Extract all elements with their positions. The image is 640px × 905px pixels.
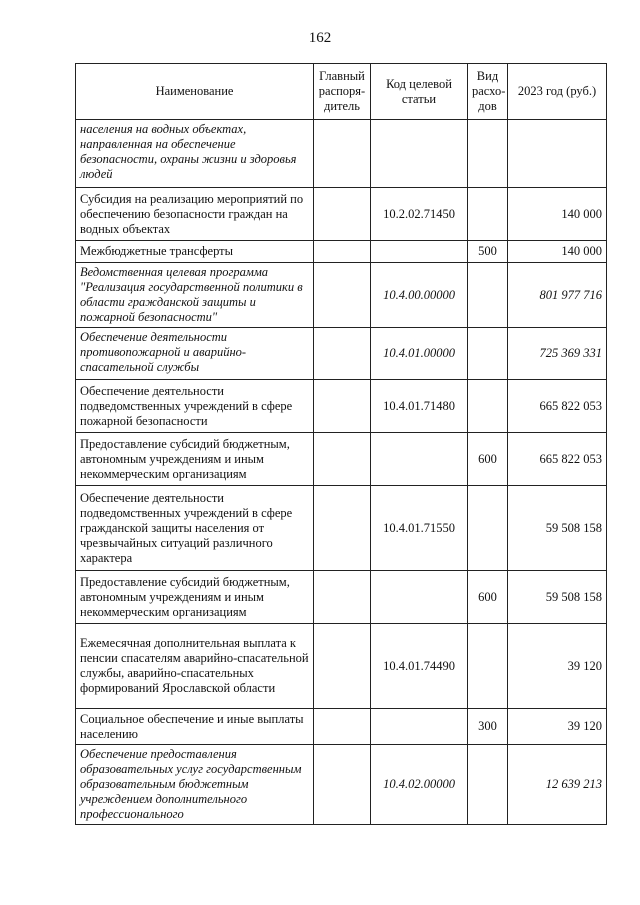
- row-main-manager: [314, 624, 371, 709]
- row-expense-type: [468, 328, 508, 380]
- row-expense-type: 500: [468, 241, 508, 263]
- row-expense-type: [468, 188, 508, 241]
- row-amount: 665 822 053: [508, 380, 607, 433]
- row-main-manager: [314, 188, 371, 241]
- page-number: 162: [308, 30, 332, 46]
- row-main-manager: [314, 486, 371, 571]
- row-amount: [508, 120, 607, 188]
- row-main-manager: [314, 241, 371, 263]
- table-row: [76, 433, 607, 486]
- row-target-code: 10.2.02.71450: [371, 188, 468, 241]
- header-year-amount: 2023 год (руб.): [508, 64, 607, 120]
- row-expense-type: [468, 745, 508, 825]
- row-name: Обеспечение деятельности противопожарной и аварийно-спасательной службы: [76, 328, 314, 380]
- header-row: [76, 64, 607, 120]
- row-amount: 140 000: [508, 188, 607, 241]
- row-name: Межбюджетные трансферты: [76, 241, 314, 263]
- row-target-code: [371, 571, 468, 624]
- row-amount: 39 120: [508, 624, 607, 709]
- row-amount: 801 977 716: [508, 263, 607, 328]
- row-target-code: [371, 433, 468, 486]
- row-amount: 725 369 331: [508, 328, 607, 380]
- table-row: [76, 263, 607, 328]
- table-row: [76, 571, 607, 624]
- row-main-manager: [314, 571, 371, 624]
- row-target-code: 10.4.01.00000: [371, 328, 468, 380]
- row-expense-type: [468, 624, 508, 709]
- row-main-manager: [314, 380, 371, 433]
- table-row: [76, 328, 607, 380]
- row-name: Ведомственная целевая программа "Реализация государственной политики в области гражданской защиты и пожарной безопасности": [76, 263, 314, 328]
- row-expense-type: [468, 263, 508, 328]
- table-row: [76, 120, 607, 188]
- row-target-code: 10.4.01.71480: [371, 380, 468, 433]
- table-body: [76, 120, 607, 825]
- budget-table: [75, 63, 607, 825]
- row-expense-type: 600: [468, 433, 508, 486]
- row-amount: 59 508 158: [508, 486, 607, 571]
- row-target-code: 10.4.01.71550: [371, 486, 468, 571]
- row-main-manager: [314, 263, 371, 328]
- table-row: [76, 709, 607, 745]
- row-main-manager: [314, 328, 371, 380]
- table-row: [76, 624, 607, 709]
- row-name: Ежемесячная дополнительная выплата к пенсии спасателям аварийно-спасательной службы, аварийно-спасательных формирований Ярославской области: [76, 624, 314, 709]
- row-name: Предоставление субсидий бюджетным, автономным учреждениям и иным некоммерческим организациям: [76, 571, 314, 624]
- row-target-code: [371, 709, 468, 745]
- row-target-code: [371, 120, 468, 188]
- row-expense-type: 300: [468, 709, 508, 745]
- row-expense-type: [468, 380, 508, 433]
- row-name: Социальное обеспечение и иные выплаты населению: [76, 709, 314, 745]
- row-amount: 665 822 053: [508, 433, 607, 486]
- table-row: [76, 380, 607, 433]
- row-name: Субсидия на реализацию мероприятий по обеспечению безопасности граждан на водных объектах: [76, 188, 314, 241]
- table-row: [76, 486, 607, 571]
- row-name: Обеспечение деятельности подведомственных учреждений в сфере гражданской защиты населения от чрезвычайных ситуаций различного характера: [76, 486, 314, 571]
- header-name: Наименование: [76, 64, 314, 120]
- row-target-code: 10.4.00.00000: [371, 263, 468, 328]
- row-name: Обеспечение деятельности подведомственных учреждений в сфере пожарной безопасности: [76, 380, 314, 433]
- row-name: Обеспечение предоставления образовательных услуг государственным образовательным бюджетным учреждением дополнительного профессионального: [76, 745, 314, 825]
- row-amount: 59 508 158: [508, 571, 607, 624]
- header-target-code: Код целевой статьи: [371, 64, 468, 120]
- table-row: [76, 745, 607, 825]
- row-target-code: [371, 241, 468, 263]
- table-row: [76, 188, 607, 241]
- row-expense-type: 600: [468, 571, 508, 624]
- row-main-manager: [314, 709, 371, 745]
- row-main-manager: [314, 433, 371, 486]
- row-target-code: 10.4.01.74490: [371, 624, 468, 709]
- row-amount: 12 639 213: [508, 745, 607, 825]
- row-name: Предоставление субсидий бюджетным, автономным учреждениям и иным некоммерческим организациям: [76, 433, 314, 486]
- row-main-manager: [314, 120, 371, 188]
- row-amount: 140 000: [508, 241, 607, 263]
- row-expense-type: [468, 486, 508, 571]
- row-target-code: 10.4.02.00000: [371, 745, 468, 825]
- table-row: [76, 241, 607, 263]
- header-main-manager: Главный распоря-дитель: [314, 64, 371, 120]
- row-expense-type: [468, 120, 508, 188]
- row-name: населения на водных объектах, направленная на обеспечение безопасности, охраны жизни и здоровья людей: [76, 120, 314, 188]
- header-expense-type: Вид расхо-дов: [468, 64, 508, 120]
- row-main-manager: [314, 745, 371, 825]
- row-amount: 39 120: [508, 709, 607, 745]
